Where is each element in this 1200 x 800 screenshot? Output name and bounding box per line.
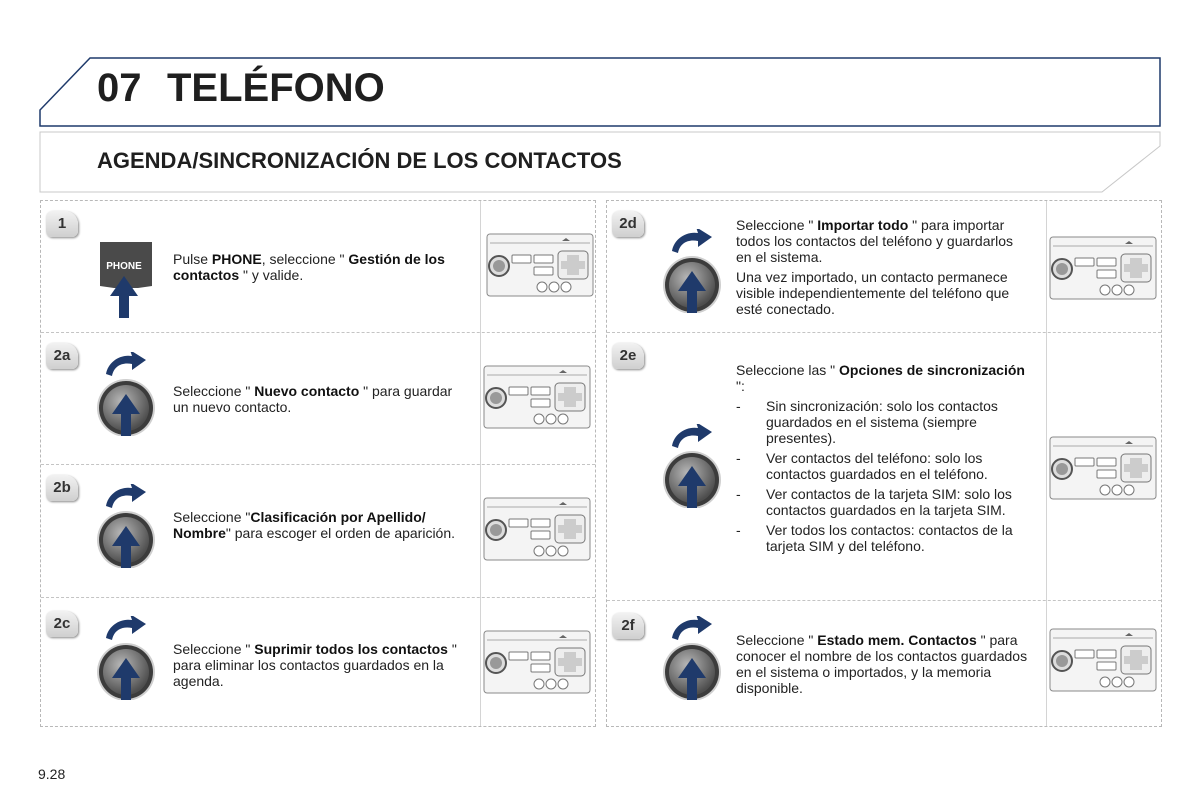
sync-option-item: - Ver contactos de la tarjeta SIM: solo los contactos guardados en la tarjeta SIM. (736, 486, 1012, 518)
phone-button-icon (94, 238, 158, 322)
step-badge-2a: 2a (46, 343, 78, 369)
sync-option-item: - Sin sincronización: solo los contactos guardados en el sistema (siempre presentes). (736, 398, 998, 446)
radio-unit-image (483, 365, 591, 429)
step-badge-2c: 2c (46, 611, 78, 637)
radio-unit-image (1049, 628, 1157, 692)
step-1-text: Pulse PHONE, seleccione " Gestión de los contactos " y valide. (173, 251, 445, 283)
row-divider (607, 332, 1161, 333)
rotary-knob-icon (660, 424, 724, 508)
radio-unit-image (486, 233, 594, 297)
rotary-knob-icon (94, 484, 158, 568)
row-divider (41, 597, 595, 598)
row-divider (41, 464, 595, 465)
radio-unit-image (483, 497, 591, 561)
step-badge-2b: 2b (46, 475, 78, 501)
row-divider (41, 332, 595, 333)
step-badge-2d: 2d (612, 211, 644, 237)
step-2f-text: Seleccione " Estado mem. Contactos " para conocer el nombre de los contactos guardados en el sistema o importados, y la memoria disponible. (736, 632, 1028, 696)
right-image-column-divider (1046, 201, 1047, 726)
page-number: 9.28 (38, 766, 66, 782)
step-2c-text: Seleccione " Suprimir todos los contactos " para eliminar los contactos guardados en la agenda. (173, 641, 457, 689)
step-badge-1: 1 (46, 211, 78, 237)
step-2d-text: Seleccione " Importar todo " para importar todos los contactos del teléfono y guardarlos en el sistema. Una vez importado, un contacto permanece visible independientemente del teléfono que esté conectado. (736, 217, 1014, 317)
step-2e-text: Seleccione las " Opciones de sincronización ": - Sin sincronización: solo los contactos guardados en el sistema (siempre presentes). - Ver contactos del teléfono: solo los contactos guardados en el teléfono. - Ver contactos de la tarjeta SIM: solo los contactos guardados en la tarjeta SIM. - Ver todos los contactos: contactos de la tarjeta SIM y del teléfono. (736, 362, 1032, 558)
step-badge-2f: 2f (612, 613, 644, 639)
step-2b-text: Seleccione "Clasificación por Apellido/ Nombre" para escoger el orden de aparición. (173, 509, 456, 541)
chapter-title: TELÉFONO (167, 66, 385, 110)
sync-option-item: - Ver todos los contactos: contactos de la tarjeta SIM y del teléfono. (736, 522, 1013, 554)
section-title: AGENDA/SINCRONIZACIÓN DE LOS CONTACTOS (97, 148, 622, 173)
chapter-number: 07 (97, 66, 142, 110)
row-divider (607, 600, 1161, 601)
radio-unit-image (1049, 436, 1157, 500)
sync-option-item: - Ver contactos del teléfono: solo los contactos guardados en el teléfono. (736, 450, 988, 482)
step-badge-2e: 2e (612, 343, 644, 369)
step-2a-text: Seleccione " Nuevo contacto " para guardar un nuevo contacto. (173, 383, 453, 415)
radio-unit-image (483, 630, 591, 694)
radio-unit-image (1049, 236, 1157, 300)
rotary-knob-icon (660, 229, 724, 313)
phone-button-label: PHONE (106, 261, 142, 272)
rotary-knob-icon (94, 616, 158, 700)
rotary-knob-icon (94, 352, 158, 436)
rotary-knob-icon (660, 616, 724, 700)
